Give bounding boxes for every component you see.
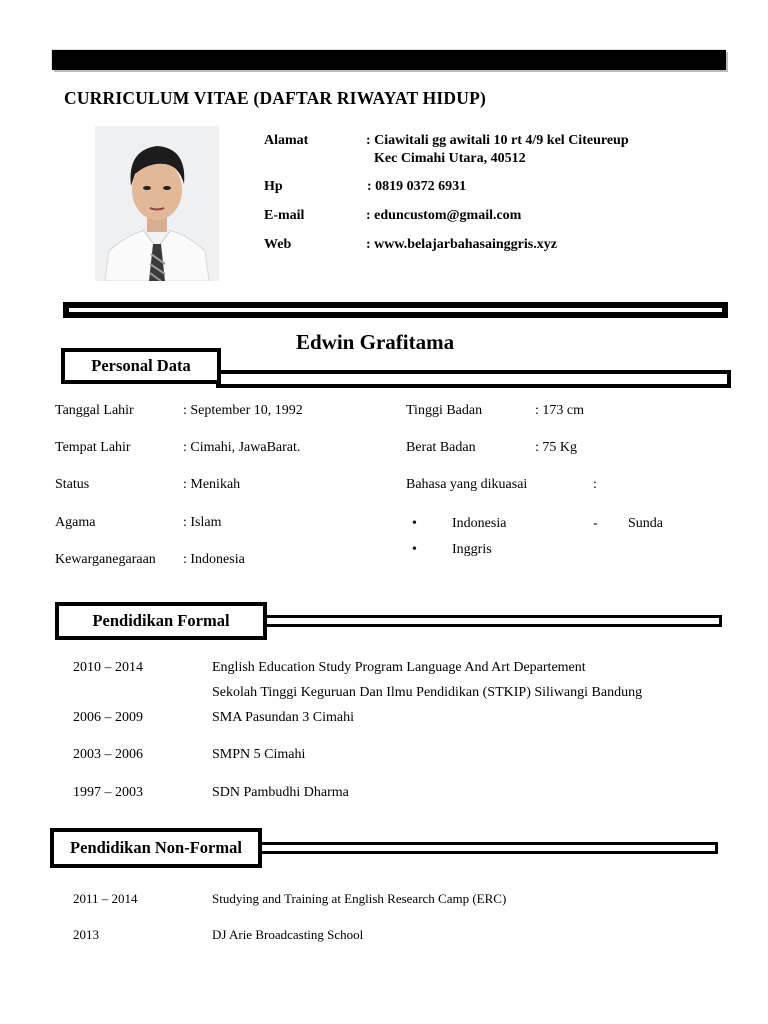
- formal-school-detail: Sekolah Tinggi Keguruan Dan Ilmu Pendidikan (STKIP) Siliwangi Bandung: [212, 685, 643, 700]
- language-item: Inggris: [452, 542, 492, 557]
- hp-label: Hp: [264, 179, 283, 194]
- nonformal-heading-line: [258, 842, 718, 854]
- address-label: Alamat: [264, 133, 309, 148]
- formal-heading-line: [262, 615, 722, 627]
- nonformal-years: 2013: [73, 927, 99, 942]
- birth-place-label: Tempat Lahir: [55, 440, 131, 455]
- formal-years: 2010 – 2014: [73, 660, 143, 675]
- nonformal-course: DJ Arie Broadcasting School: [212, 927, 364, 942]
- formal-years: 1997 – 2003: [73, 785, 143, 800]
- formal-years: 2003 – 2006: [73, 747, 143, 762]
- formal-school: English Education Study Program Language And Art Departement: [212, 660, 586, 675]
- weight-value: : 75 Kg: [535, 440, 577, 455]
- nonformal-heading-box: [50, 828, 262, 868]
- section-divider: [63, 302, 728, 318]
- language-item: Indonesia: [452, 516, 507, 531]
- formal-heading-box: [55, 602, 267, 640]
- top-border-bar: [52, 50, 726, 70]
- nonformal-course: Studying and Training at English Research Camp (ERC): [212, 891, 507, 906]
- personal-heading-box: [61, 348, 221, 384]
- formal-school: SMPN 5 Cimahi: [212, 747, 306, 762]
- language-item-extra: Sunda: [628, 516, 663, 531]
- formal-school: SDN Pambudhi Dharma: [212, 785, 349, 800]
- profile-photo: [95, 126, 219, 281]
- height-label: Tinggi Badan: [406, 403, 483, 418]
- nonformal-years: 2011 – 2014: [73, 891, 138, 906]
- hp-value: : 0819 0372 6931: [367, 179, 467, 194]
- languages-colon: :: [593, 477, 597, 492]
- formal-school: SMA Pasundan 3 Cimahi: [212, 710, 354, 725]
- language-dash: -: [593, 516, 598, 531]
- birth-date-label: Tanggal Lahir: [55, 403, 134, 418]
- address-line2: Kec Cimahi Utara, 40512: [374, 151, 526, 166]
- bullet-icon: •: [412, 542, 417, 557]
- weight-label: Berat Badan: [406, 440, 476, 455]
- document-title: CURRICULUM VITAE (DAFTAR RIWAYAT HIDUP): [64, 88, 487, 108]
- email-label: E-mail: [264, 208, 305, 223]
- bullet-icon: •: [412, 516, 417, 531]
- status-label: Status: [55, 477, 90, 492]
- height-value: : 173 cm: [535, 403, 584, 418]
- citizenship-label: Kewarganegaraan: [55, 552, 156, 567]
- web-label: Web: [264, 237, 292, 252]
- formal-years: 2006 – 2009: [73, 710, 143, 725]
- web-value: : www.belajarbahasainggris.xyz: [366, 237, 557, 252]
- birth-place-value: : Cimahi, JawaBarat.: [183, 440, 301, 455]
- personal-heading-line: [216, 370, 731, 388]
- citizenship-value: : Indonesia: [183, 552, 245, 567]
- personal-heading: Personal Data: [91, 356, 191, 375]
- languages-label: Bahasa yang dikuasai: [406, 477, 528, 492]
- nonformal-heading: Pendidikan Non-Formal: [70, 838, 242, 857]
- birth-date-value: : September 10, 1992: [183, 403, 303, 418]
- person-name: Edwin Grafitama: [296, 330, 455, 354]
- religion-value: : Islam: [183, 515, 222, 530]
- formal-heading: Pendidikan Formal: [92, 611, 230, 630]
- email-value: : eduncustom@gmail.com: [366, 208, 522, 223]
- status-value: : Menikah: [183, 477, 241, 492]
- address-line1: : Ciawitali gg awitali 10 rt 4/9 kel Citeureup: [366, 133, 629, 148]
- religion-label: Agama: [55, 515, 96, 530]
